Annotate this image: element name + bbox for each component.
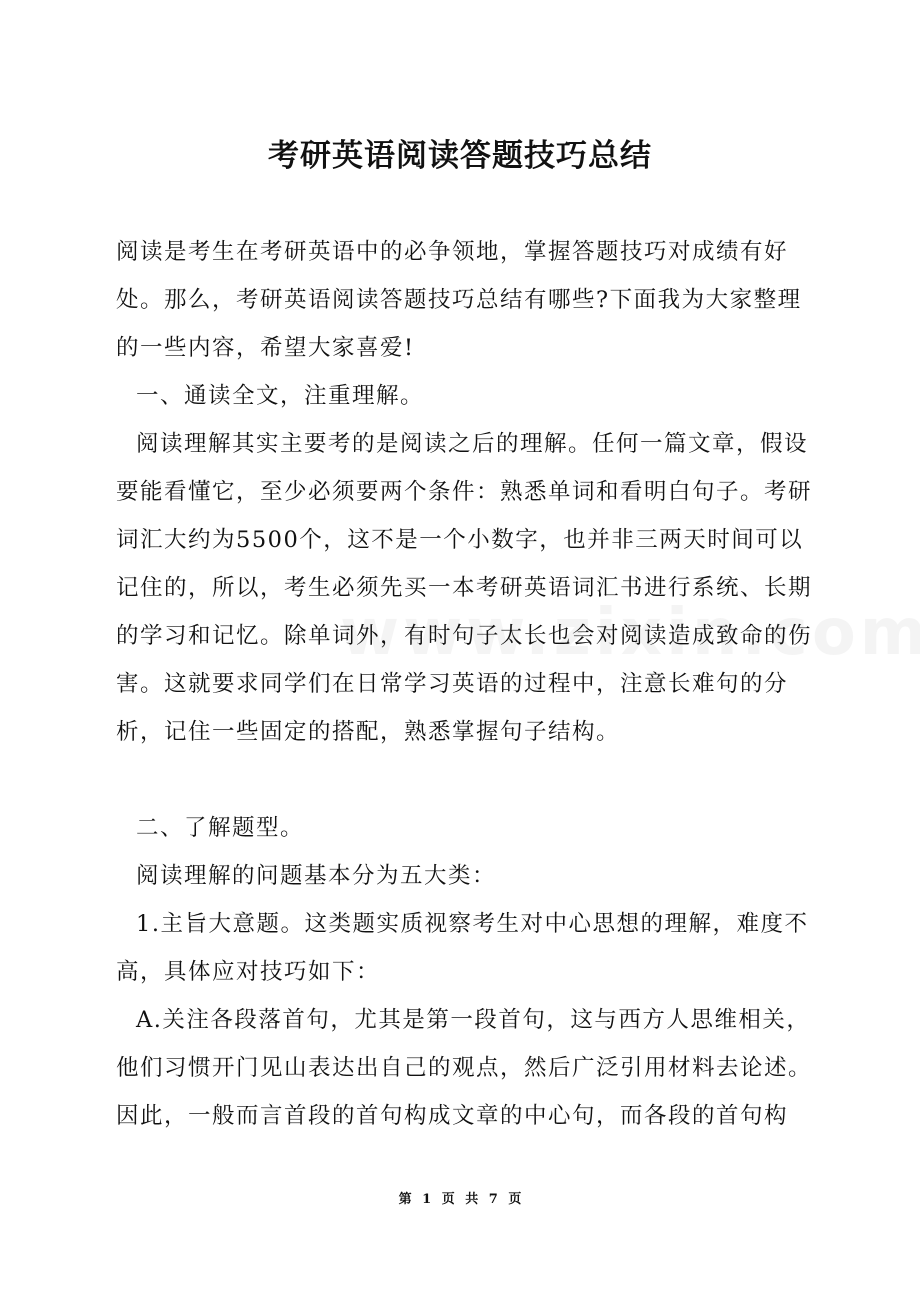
page-footer: 第 1 页 共 7 页 — [398, 1192, 522, 1207]
list-item: A.关注各段落首句，尤其是第一段首句，这与西方人思维相关，他们习惯开门见山表达出自己的观点，然后广泛引用材料去论述。因此，一般而言首段的首句构成文章的中心句，而各段的首句构 — [116, 1007, 813, 1129]
section-heading-2: 二、了解题型。 — [136, 815, 305, 841]
section-heading-1: 一、通读全文，注重理解。 — [136, 383, 425, 409]
list-item: 1.主旨大意题。这类题实质视察考生对中心思想的理解，难度不高，具体应对技巧如下： — [116, 911, 809, 985]
body-paragraph: 阅读理解的问题基本分为五大类： — [136, 863, 497, 889]
intro-paragraph: 阅读是考生在考研英语中的必争领地，掌握答题技巧对成绩有好处。那么，考研英语阅读答题技巧总结有哪些?下面我为大家整理的一些内容，希望大家喜爱! — [116, 239, 802, 361]
body-paragraph: 阅读理解其实主要考的是阅读之后的理解。任何一篇文章，假设要能看懂它，至少必须要两个条件：熟悉单词和看明白句子。考研词汇大约为5500个，这不是一个小数字，也并非三两天时间可以记住的，所以，考生必须先买一本考研英语词汇书进行系统、长期的学习和记忆。除单词外，有时句子太长也会对阅读造成致命的伤害。这就要求同学们在日常学习英语的过程中，注意长难句的分析，记住一些固定的搭配，熟悉掌握句子结构。 — [116, 431, 813, 745]
paragraph-spacer — [116, 756, 818, 804]
document-body — [116, 228, 818, 1140]
page-title: 考研英语阅读答题技巧总结 — [268, 138, 652, 174]
